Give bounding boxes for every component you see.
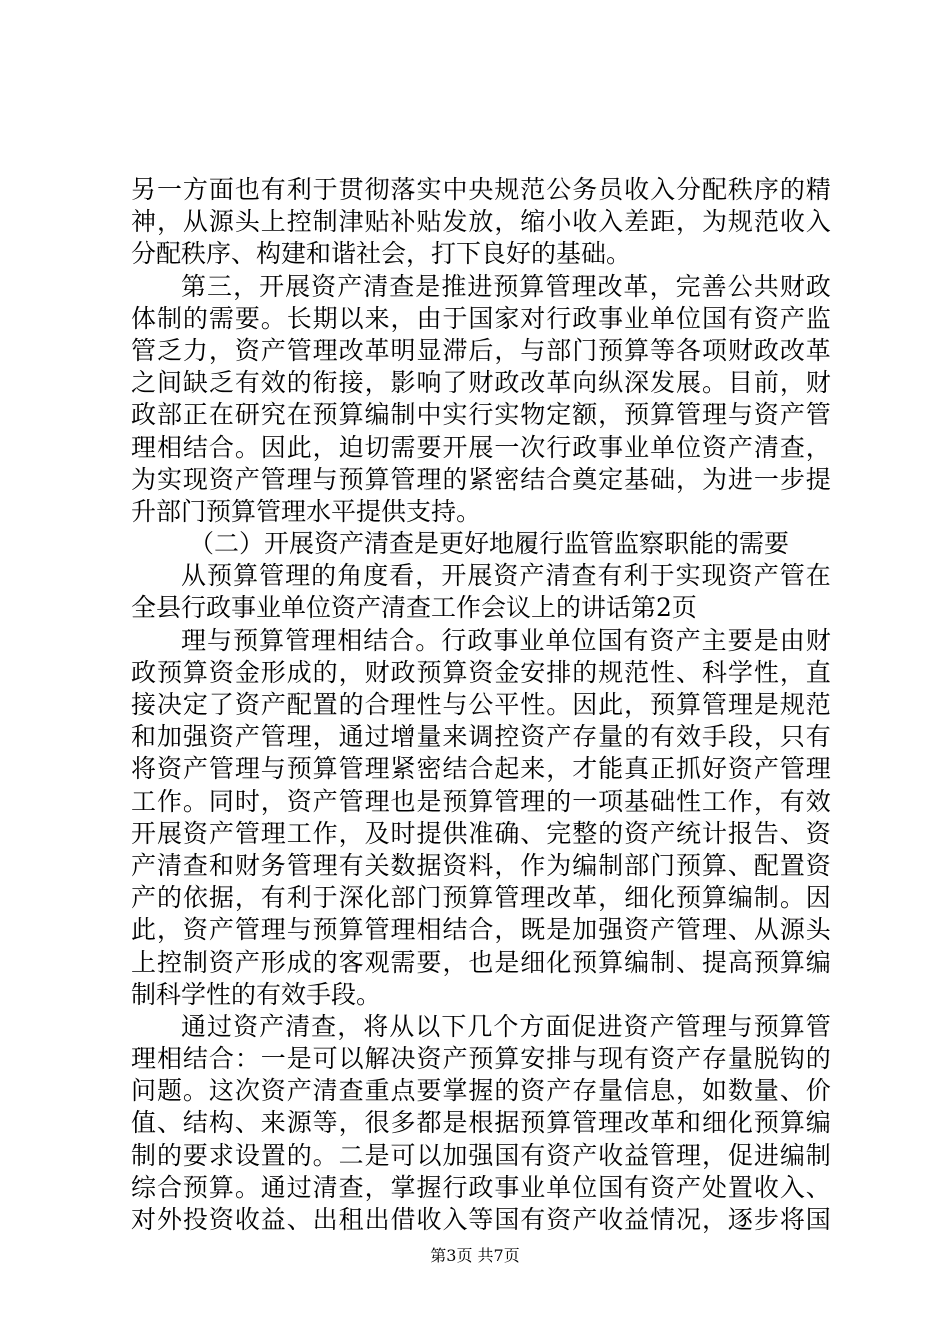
text-line: [131, 303, 831, 335]
text-line: [131, 689, 831, 721]
text-line-content: 通 过 资 产 清 查 ， 将 从 以 下 几 个 方 面 促 进 资 产 管 理 与 预 算 管: [181, 1011, 831, 1041]
text-line-content: 分配秩序、构建和谐社会，打下良好的基础。: [131, 239, 632, 269]
text-line-content: 开 展 资 产 管 理 工 作 ， 及 时 提 供 准 确 、 完 整 的 资 产 统 计 报 告 、 资: [131, 818, 831, 848]
text-line-content: 此 ， 资 产 管 理 与 预 算 管 理 相 结 合 ， 既 是 加 强 资 产 管 理 、 从 源 头: [131, 915, 831, 945]
text-line: [131, 1172, 831, 1204]
text-line: [131, 1043, 831, 1075]
text-line-content: 问 题 。 这 次 资 产 清 查 重 点 要 掌 握 的 资 产 存 量 信 息 ， 如 数 量 、 价: [131, 1076, 831, 1106]
text-line-content: 全县行政事业单位资产清查工作会议上的讲话第2页: [131, 593, 697, 623]
text-line-content: 之 间 缺 乏 有 效 的 衔 接 ， 影 响 了 财 政 改 革 向 纵 深 发 展 。 目 前 ， 财: [131, 368, 831, 398]
text-line: [131, 721, 831, 753]
text-line-content: 产 的 依 据 ， 有 利 于 深 化 部 门 预 算 管 理 改 革 ， 细 化 预 算 编 制 。 因: [131, 883, 831, 913]
text-line-content: 体 制 的 需 要 。 长 期 以 来 ， 由 于 国 家 对 行 政 事 业 单 位 国 有 资 产 监: [131, 303, 831, 333]
text-line-content: 理 与 预 算 管 理 相 结 合 。 行 政 事 业 单 位 国 有 资 产 主 要 是 由 财: [181, 625, 831, 655]
text-line: [131, 818, 831, 850]
text-line: [131, 560, 831, 592]
text-line: [131, 367, 831, 399]
text-line: [131, 271, 831, 303]
text-line: [131, 753, 831, 785]
text-line: [131, 206, 831, 238]
text-line: [131, 238, 831, 270]
text-line-content: 政 预 算 资 金 形 成 的 ， 财 政 预 算 资 金 安 排 的 规 范 性 、 科 学 性 ， 直: [131, 657, 831, 687]
text-line-content: （二）开展资产清查是更好地履行监管监察职能的需要: [189, 529, 790, 559]
text-line: [131, 1011, 831, 1043]
text-line-content: 另 一 方 面 也 有 利 于 贯 彻 落 实 中 央 规 范 公 务 员 收 入 分 配 秩 序 的 精: [131, 175, 831, 204]
text-line-content: 理 相 结 合 ： 一 是 可 以 解 决 资 产 预 算 安 排 与 现 有 资 产 存 量 脱 钩 的: [131, 1044, 831, 1074]
text-line-content: 政 部 正 在 研 究 在 预 算 编 制 中 实 行 实 物 定 额 ， 预 算 管 理 与 资 产 管: [131, 400, 831, 430]
text-line: [131, 625, 831, 657]
text-line-content: 值 、 结 构 、 来 源 等 ， 很 多 都 是 根 据 预 算 管 理 改 革 和 细 化 预 算 编: [131, 1108, 831, 1138]
text-line: [131, 1075, 831, 1107]
text-line: [131, 399, 831, 431]
text-line-content: 将 资 产 管 理 与 预 算 管 理 紧 密 结 合 起 来 ， 才 能 真 正 抓 好 资 产 管 理: [131, 754, 831, 784]
text-line-content: 从 预 算 管 理 的 角 度 看 ， 开 展 资 产 清 查 有 利 于 实 现 资 产 管 在: [181, 561, 831, 591]
text-line: [131, 174, 831, 206]
text-line: [131, 1140, 831, 1172]
text-line-content: 和 加 强 资 产 管 理 ， 通 过 增 量 来 调 控 资 产 存 量 的 有 效 手 段 ， 只 有: [131, 722, 831, 752]
text-line-content: 升部门预算管理水平提供支持。: [131, 496, 482, 526]
text-line-content: 综 合 预 算 。 通 过 清 查 ， 掌 握 行 政 事 业 单 位 国 有 资 产 处 置 收 入 、: [131, 1172, 831, 1202]
text-line-content: 理 相 结 合 。 因 此 ， 迫 切 需 要 开 展 一 次 行 政 事 业 单 位 资 产 清 查 ，: [131, 432, 831, 462]
text-line: [131, 335, 831, 367]
text-line: [131, 850, 831, 882]
text-line: [131, 786, 831, 818]
text-line: [131, 882, 831, 914]
text-line: [131, 979, 831, 1011]
text-line-content: 工 作 。 同 时 ， 资 产 管 理 也 是 预 算 管 理 的 一 项 基 础 性 工 作 ， 有 效: [131, 786, 831, 816]
text-line: [131, 1204, 831, 1236]
text-line-content: 神 ， 从 源 头 上 控 制 津 贴 补 贴 发 放 ， 缩 小 收 入 差 距 ， 为 规 范 收 入: [131, 207, 831, 237]
page-footer: 第3页 共7页: [430, 1246, 520, 1265]
text-line-content: 接 决 定 了 资 产 配 置 的 合 理 性 与 公 平 性 。 因 此 ， 预 算 管 理 是 规 范: [131, 690, 831, 719]
text-line-content: 产 清 查 和 财 务 管 理 有 关 数 据 资 料 ， 作 为 编 制 部 门 预 算 、 配 置 资: [131, 850, 831, 880]
text-line: [131, 592, 831, 624]
body-text: [131, 174, 831, 1236]
text-line: [131, 464, 831, 496]
text-line-content: 对 外 投 资 收 益 、 出 租 出 借 收 入 等 国 有 资 产 收 益 情 况 ， 逐 步 将 国: [131, 1205, 831, 1234]
text-line: [131, 914, 831, 946]
text-line: [131, 432, 831, 464]
text-line-content: 为 实 现 资 产 管 理 与 预 算 管 理 的 紧 密 结 合 奠 定 基 础 ， 为 进 一 步 提: [131, 464, 831, 494]
text-line-content: 制科学性的有效手段。: [131, 979, 382, 1009]
text-line: [131, 528, 831, 560]
text-line: [131, 657, 831, 689]
text-line: [131, 947, 831, 979]
text-line-content: 管 乏 力 ， 资 产 管 理 改 革 明 显 滞 后 ， 与 部 门 预 算 等 各 项 财 政 改 革: [131, 335, 831, 365]
text-line: [131, 1107, 831, 1139]
text-line: [131, 496, 831, 528]
text-line-content: 第 三 ， 开 展 资 产 清 查 是 推 进 预 算 管 理 改 革 ， 完 善 公 共 财 政: [181, 271, 831, 301]
text-line-content: 制 的 要 求 设 置 的 。 二 是 可 以 加 强 国 有 资 产 收 益 管 理 ， 促 进 编 制: [131, 1140, 831, 1170]
text-line-content: 上 控 制 资 产 形 成 的 客 观 需 要 ， 也 是 细 化 预 算 编 制 、 提 高 预 算 编: [131, 947, 831, 977]
